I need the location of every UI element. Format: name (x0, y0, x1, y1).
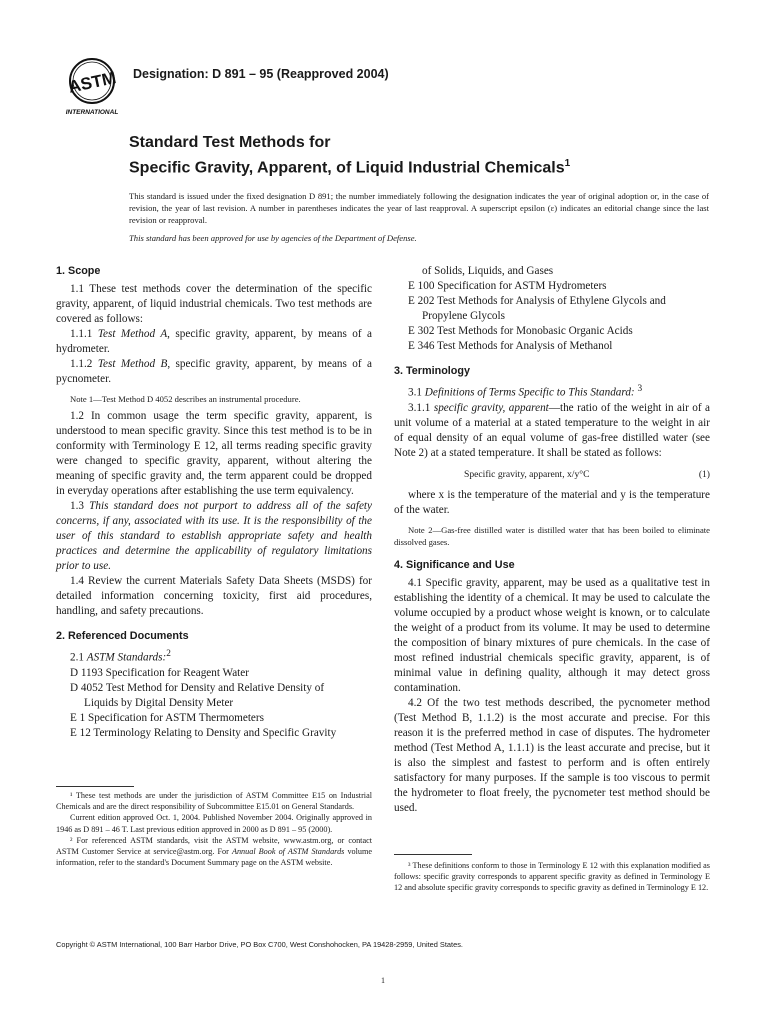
copyright-footer: Copyright © ASTM International, 100 Barr Harbor Drive, PO Box C700, West Conshohocken, PA 19428-2959, United States. (56, 940, 463, 949)
paragraph-4-1: 4.1 Specific gravity, apparent, may be used as a qualitative test in establishing the identity of a chemical. It may be used to calculate the volume occupied by a product whose weight is known, or to calculate the weight of a product from its volume. It may be used to determine the composition of binary mixtures of pure chemicals. In the case of most refined industrial chemicals specific gravity, apparent, is of minimal value in defining quality, although it may detect gross contamination. (394, 576, 710, 694)
document-title (129, 133, 570, 178)
reference-item: E 202 Test Methods for Analysis of Ethylene Glycols and Propylene Glycols (408, 295, 666, 322)
paragraph-1-1-2: 1.1.2 Test Method B, specific gravity, apparent, by means of a pycnometer. (56, 358, 373, 385)
paragraph-2-1: 2.1 ASTM Standards:$^2$ (70, 649, 171, 664)
section-heading-referenced-documents: 2. Referenced Documents (56, 630, 189, 642)
right-column (394, 264, 710, 816)
left-column (56, 264, 372, 741)
note-1: Note 1—Test Method D 4052 describes an instrumental procedure. (70, 394, 301, 404)
paragraph-1-1: 1.1 These test methods cover the determination of the specific gravity, apparent, of liquid industrial chemicals. Two test methods are covered as follows: (56, 283, 372, 325)
paragraph-1-2: 1.2 In common usage the term specific gravity, apparent, is understood to mean specific gravity. Since this test method is to be in conformity with Terminology E 12, all terms reading specific gravity were changed to specific gravity, apparent, without altering the meaning of specific gravity and, the term apparent could be dropped in everyday operations after establishing the use term equivalency. (56, 410, 372, 497)
paragraph-3-1-1: 3.1.1 specific gravity, apparent—the ratio of the weight in air of a unit volume of a material at a stated temperature to the weight in air of equal density of an equal volume of gas-free distilled water (see Note 2) at a stated temperature. It shall be stated as follows: (394, 401, 711, 459)
footnotes-right (394, 860, 710, 894)
reference-item: E 302 Test Methods for Monobasic Organic Acids (408, 325, 633, 337)
paragraph-3-1: 3.1 Definitions of Terms Specific to This Standard: $^3$ (408, 384, 643, 399)
section-heading-significance: 4. Significance and Use (394, 558, 515, 571)
dod-approval-note: This standard has been approved for use by agencies of the Department of Defense. (129, 233, 417, 243)
section-heading-scope: 1. Scope (56, 265, 101, 277)
footnote-rule-left (56, 786, 134, 787)
paragraph-1-4: 1.4 Review the current Materials Safety Data Sheets (MSDS) for detailed information concerning toxicity, first aid procedures, handling, and safety precautions. (56, 575, 372, 617)
page-number: 1 (381, 976, 385, 985)
paragraph-where: where x is the temperature of the material and y is the temperature of the water. (394, 488, 710, 516)
equation-1: Specific gravity, apparent, x/y°C (1) (464, 468, 710, 480)
reference-item-continued: of Solids, Liquids, and Gases (422, 265, 554, 277)
reference-item: D 1193 Specification for Reagent Water (70, 666, 249, 679)
paragraph-4-2: 4.2 Of the two test methods described, the pycnometer method (Test Method B, 1.1.2) is the most accurate and precise. For this reason it is the preferred method in case of disputes. The hydrometer method (Test Method A, 1.1.1) is the least accurate and precise, but it is also the simplest and fastest to perform and is often entirely satisfactory for many purposes. If the sample is too viscous to permit the hydrometer to float freely, the pycnometer test method should be used. (394, 696, 710, 814)
footnote-1-edition: Current edition approved Oct. 1, 2004. Published November 2004. Originally approved in 1946 as D 891 – 46 T. Last previous edition approved in 2000 as D 891 – 95 (2000). (56, 813, 372, 834)
reference-item: E 12 Terminology Relating to Density and Specific Gravity (70, 726, 337, 739)
reference-item: E 346 Test Methods for Analysis of Methanol (408, 340, 613, 352)
svg-text:INTERNATIONAL: INTERNATIONAL (65, 109, 119, 116)
paragraph-1-1-1: 1.1.1 Test Method A, specific gravity, apparent, by means of a hydrometer. (56, 328, 372, 355)
standard-notice: This standard is issued under the fixed designation D 891; the number immediately following the designation indicates the year of original adoption or, in the case of revision, the year of last revision. A number in parentheses indicates the year of last reapproval. A superscript epsilon (ε) indicates an editorial change since the last revision or reapproval. (129, 191, 709, 226)
footnote-2: ² For referenced ASTM standards, visit the ASTM website, www.astm.org, or contact ASTM Customer Service at service@astm.org. For Annual Book of ASTM Standards volume information, refer to the standard's Document Summary page on the ASTM website. (56, 835, 372, 868)
note-2: Note 2—Gas-free distilled water is distilled water that has been boiled to eliminate dissolved gases. (394, 524, 710, 547)
section-heading-terminology: 3. Terminology (394, 365, 470, 377)
reference-item: E 1 Specification for ASTM Thermometers (70, 711, 264, 724)
paragraph-1-3: 1.3 This standard does not purport to address all of the safety concerns, if any, associated with its use. It is the responsibility of the user of this standard to establish appropriate safety and health practices and determine the applicability of regulatory limitations prior to use. (56, 500, 372, 572)
footnote-1: ¹ These test methods are under the jurisdiction of ASTM Committee E15 on Industrial Chemicals and are the direct responsibility of Subcommittee E15.01 on General Standards. (56, 791, 372, 812)
footnote-rule-right (394, 854, 472, 855)
designation: Designation: D 891 – 95 (Reapproved 2004) (133, 67, 389, 81)
title-line-2: Specific Gravity, Apparent, of Liquid Industrial Chemicals$^1$ (129, 158, 571, 177)
reference-item: E 100 Specification for ASTM Hydrometers (408, 280, 607, 292)
reference-item: D 4052 Test Method for Density and Relative Density of Liquids by Digital Density Meter (70, 681, 325, 709)
astm-logo (60, 55, 124, 117)
footnotes-left (56, 790, 372, 868)
footnote-3: ³ These definitions conform to those in Terminology E 12 with this explanation modified as follows: specific gravity corresponds to apparent specific gravity as defined in Terminology E 12 and absolute specific gravity corresponds to specific gravity as defined in Terminology E 12. (394, 861, 710, 893)
title-line-1: Standard Test Methods for (129, 134, 331, 151)
svg-text:ASTM: ASTM (66, 68, 118, 97)
